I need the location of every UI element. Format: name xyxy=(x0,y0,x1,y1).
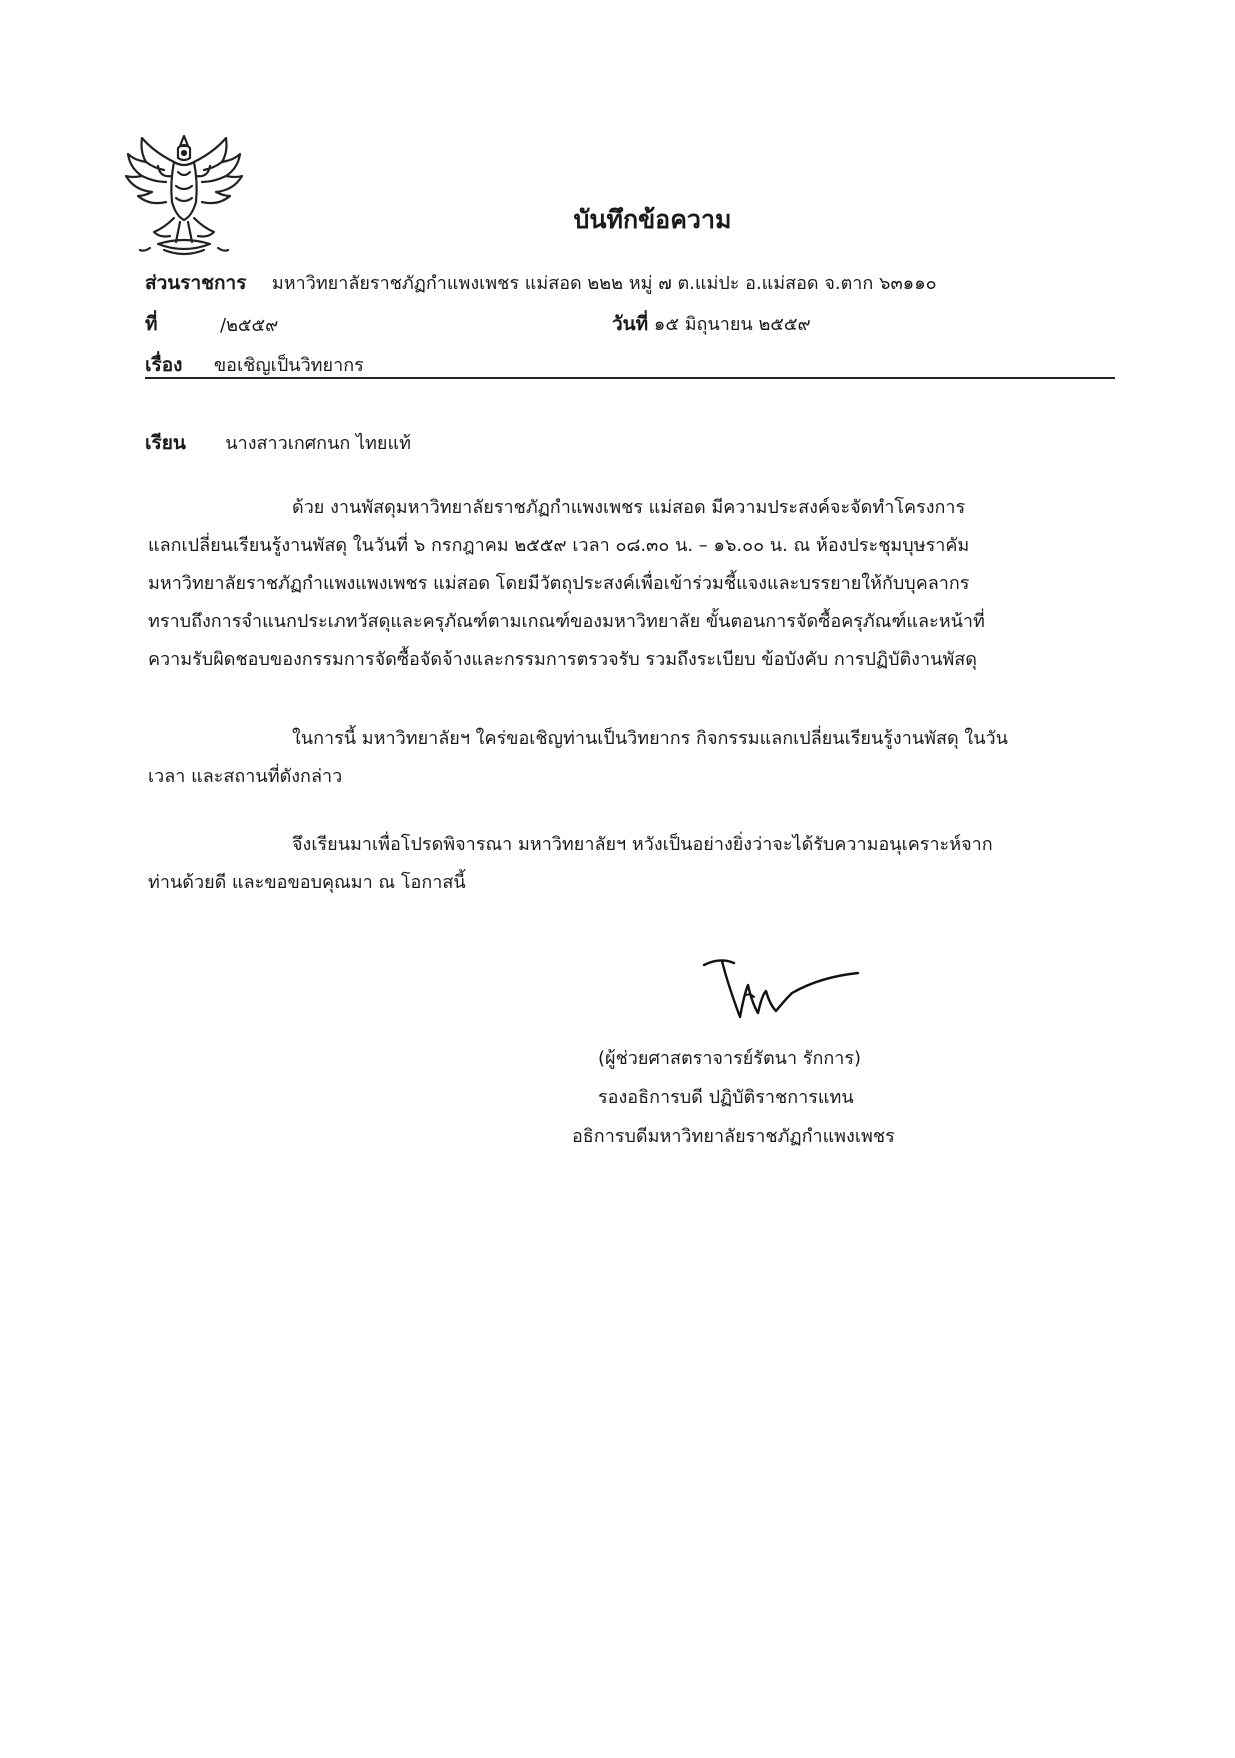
subject-label: เรื่อง xyxy=(145,354,183,376)
agency-label: ส่วนราชการ xyxy=(145,272,247,294)
para1-line1: ด้วย งานพัสดุมหาวิทยาลัยราชภัฏกำแพงเพชร แม่สอด มีความประสงค์จะจัดทำโครงการ xyxy=(292,497,966,518)
addressee-value: นางสาวเกศกนก ไทยแท้ xyxy=(225,433,411,454)
addressee-label: เรียน xyxy=(145,432,186,454)
para1-line3: มหาวิทยาลัยราชภัฏกำแพงแพงเพชร แม่สอด โดยมีวัตถุประสงค์เพื่อเข้าร่วมชี้แจงและบรรยายให้กับบุคลากร xyxy=(148,573,970,594)
subject-value: ขอเชิญเป็นวิทยากร xyxy=(213,355,364,376)
date-row xyxy=(612,309,811,339)
addressee-row xyxy=(145,428,411,458)
signatory-position-1: รองอธิการบดี ปฏิบัติราชการแทน xyxy=(598,1087,854,1108)
para2-line1: ในการนี้ มหาวิทยาลัยฯ ใคร่ขอเชิญท่านเป็นวิทยากร กิจกรรมแลกเปลี่ยนเรียนรู้งานพัสดุ ในวัน xyxy=(292,728,1008,749)
document-title: บันทึกข้อความ xyxy=(573,205,732,234)
para3-line2: ท่านด้วยดี และขอขอบคุณมา ณ โอกาสนี้ xyxy=(148,872,466,893)
reference-value: /๒๕๕๙ xyxy=(220,315,279,336)
date-value: ๑๕ มิถุนายน ๒๕๕๙ xyxy=(653,314,811,335)
reference-label: ที่ xyxy=(145,313,158,335)
para1-line2: แลกเปลี่ยนเรียนรู้งานพัสดุ ในวันที่ ๖ กรกฎาคม ๒๕๕๙ เวลา ๐๘.๓๐ น. – ๑๖.๐๐ น. ณ ห้องประชุมบุษราคัม xyxy=(148,535,970,556)
handwritten-signature xyxy=(700,955,860,1030)
date-label: วันที่ xyxy=(612,313,649,335)
para3-line1: จึงเรียนมาเพื่อโปรดพิจารณา มหาวิทยาลัยฯ หวังเป็นอย่างยิ่งว่าจะได้รับความอนุเคราะห์จาก xyxy=(292,834,993,855)
signatory-name: (ผู้ช่วยศาสตราจารย์รัตนา รักการ) xyxy=(598,1048,862,1069)
reference-row xyxy=(145,309,158,339)
agency-row xyxy=(145,268,937,298)
para1-line5: ความรับผิดชอบของกรรมการจัดซื้อจัดจ้างและกรรมการตรวจรับ รวมถึงระเบียบ ข้อบังคับ การปฏิบัติงานพัสดุ xyxy=(148,649,977,670)
subject-row xyxy=(145,350,364,380)
para2-line2: เวลา และสถานที่ดังกล่าว xyxy=(148,766,343,787)
header-divider xyxy=(145,377,1115,379)
para1-line4: ทราบถึงการจำแนกประเภทวัสดุและครุภัณฑ์ตามเกณฑ์ของมหาวิทยาลัย ขั้นตอนการจัดซื้อครุภัณฑ์และหน้าที่ xyxy=(148,611,985,632)
agency-value: มหาวิทยาลัยราชภัฏกำแพงเพชร แม่สอด ๒๒๒ หมู่ ๗ ต.แม่ปะ อ.แม่สอด จ.ตาก ๖๓๑๑๐ xyxy=(271,273,937,294)
signatory-position-2: อธิการบดีมหาวิทยาลัยราชภัฏกำแพงเพชร xyxy=(572,1126,895,1147)
